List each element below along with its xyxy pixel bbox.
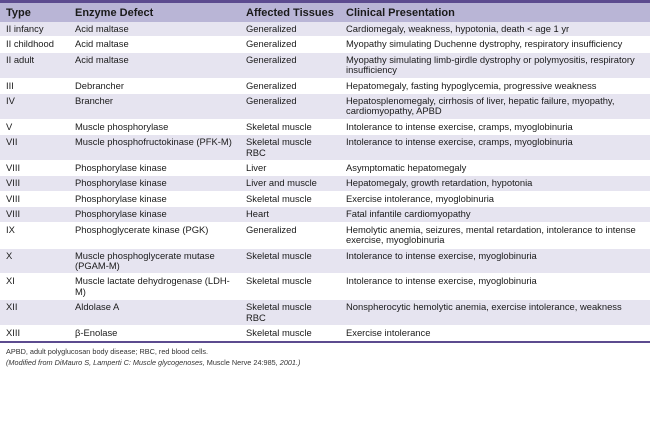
cell-clinical-presentation: Fatal infantile cardiomyopathy (340, 207, 650, 222)
cell-clinical-presentation: Myopathy simulating limb-girdle dystrophy or polymyositis, respiratory insufficiency (340, 52, 650, 78)
footnotes (0, 343, 650, 372)
cell-affected-tissues: Skeletal muscle (240, 191, 340, 206)
cell-affected-tissues: Skeletal muscle (240, 119, 340, 134)
table-row (0, 222, 650, 248)
table-row (0, 37, 650, 52)
cell-enzyme-defect: β-Enolase (69, 325, 240, 340)
source-reference (6, 358, 644, 369)
cell-type: VIII (0, 176, 69, 191)
cell-clinical-presentation: Myopathy simulating Duchenne dystrophy, respiratory insufficiency (340, 37, 650, 52)
table-row (0, 135, 650, 161)
table-row (0, 176, 650, 191)
cell-enzyme-defect: Phosphorylase kinase (69, 191, 240, 206)
cell-affected-tissues: Liver and muscle (240, 176, 340, 191)
cell-type: XIII (0, 325, 69, 340)
reference-suffix: , 2001.) (275, 357, 301, 367)
cell-type: IV (0, 94, 69, 120)
cell-affected-tissues: Generalized (240, 222, 340, 248)
cell-clinical-presentation: Intolerance to intense exercise, cramps, myoglobinuria (340, 135, 650, 161)
table-row (0, 22, 650, 37)
glycogenoses-table (0, 3, 650, 341)
cell-affected-tissues: Skeletal muscle (240, 248, 340, 274)
cell-affected-tissues: Generalized (240, 52, 340, 78)
cell-type: VIII (0, 161, 69, 176)
cell-type: II infancy (0, 22, 69, 37)
cell-enzyme-defect: Acid maltase (69, 37, 240, 52)
table-row (0, 191, 650, 206)
cell-affected-tissues: Skeletal muscle (240, 325, 340, 340)
header-enzyme-defect: Enzyme Defect (69, 3, 240, 22)
cell-type: VIII (0, 207, 69, 222)
cell-affected-tissues: Liver (240, 161, 340, 176)
cell-clinical-presentation: Intolerance to intense exercise, cramps, myoglobinuria (340, 119, 650, 134)
cell-enzyme-defect: Acid maltase (69, 52, 240, 78)
table-row (0, 119, 650, 134)
cell-clinical-presentation: Cardiomegaly, weakness, hypotonia, death < age 1 yr (340, 22, 650, 37)
table-row (0, 52, 650, 78)
cell-type: II childhood (0, 37, 69, 52)
cell-clinical-presentation: Exercise intolerance, myoglobinuria (340, 191, 650, 206)
cell-clinical-presentation: Hepatomegaly, growth retardation, hypotonia (340, 176, 650, 191)
cell-type: III (0, 78, 69, 93)
table-row (0, 300, 650, 326)
cell-affected-tissues: Skeletal muscle (240, 274, 340, 300)
cell-clinical-presentation: Asymptomatic hepatomegaly (340, 161, 650, 176)
cell-type: XII (0, 300, 69, 326)
cell-enzyme-defect: Brancher (69, 94, 240, 120)
cell-clinical-presentation: Exercise intolerance (340, 325, 650, 340)
cell-affected-tissues: Heart (240, 207, 340, 222)
cell-affected-tissues: Generalized (240, 94, 340, 120)
cell-type: II adult (0, 52, 69, 78)
cell-enzyme-defect: Phosphorylase kinase (69, 176, 240, 191)
cell-type: XI (0, 274, 69, 300)
cell-affected-tissues: Skeletal muscle RBC (240, 300, 340, 326)
table-row (0, 325, 650, 340)
cell-enzyme-defect: Phosphorylase kinase (69, 161, 240, 176)
cell-clinical-presentation: Hepatosplenomegaly, cirrhosis of liver, hepatic failure, myopathy, cardiomyopathy, APBD (340, 94, 650, 120)
cell-enzyme-defect: Acid maltase (69, 22, 240, 37)
table-row (0, 274, 650, 300)
cell-affected-tissues: Generalized (240, 22, 340, 37)
cell-affected-tissues: Generalized (240, 78, 340, 93)
cell-affected-tissues: Skeletal muscle RBC (240, 135, 340, 161)
abbreviations-note: APBD, adult polyglucosan body disease; RBC, red blood cells. (6, 347, 208, 357)
cell-clinical-presentation: Nonspherocytic hemolytic anemia, exercise intolerance, weakness (340, 300, 650, 326)
cell-type: IX (0, 222, 69, 248)
cell-enzyme-defect: Muscle lactate dehydrogenase (LDH-M) (69, 274, 240, 300)
header-row (0, 3, 650, 22)
reference-journal: Muscle Nerve 24:985 (206, 357, 276, 367)
cell-enzyme-defect: Phosphoglycerate kinase (PGK) (69, 222, 240, 248)
cell-enzyme-defect: Aldolase A (69, 300, 240, 326)
cell-enzyme-defect: Phosphorylase kinase (69, 207, 240, 222)
header-clinical-presentation: Clinical Presentation (340, 3, 650, 22)
table-row (0, 248, 650, 274)
cell-enzyme-defect: Muscle phosphorylase (69, 119, 240, 134)
cell-clinical-presentation: Intolerance to intense exercise, myoglobinuria (340, 274, 650, 300)
table-row (0, 78, 650, 93)
table-row (0, 94, 650, 120)
table-body (0, 22, 650, 341)
reference-prefix: (Modified from DiMauro S, Lamperti C: Muscle glycogenoses, (6, 357, 207, 367)
cell-type: X (0, 248, 69, 274)
cell-enzyme-defect: Muscle phosphofructokinase (PFK-M) (69, 135, 240, 161)
table-row (0, 207, 650, 222)
cell-clinical-presentation: Intolerance to intense exercise, myoglobinuria (340, 248, 650, 274)
cell-clinical-presentation: Hepatomegaly, fasting hypoglycemia, progressive weakness (340, 78, 650, 93)
header-affected-tissues: Affected Tissues (240, 3, 340, 22)
cell-affected-tissues: Generalized (240, 37, 340, 52)
cell-clinical-presentation: Hemolytic anemia, seizures, mental retardation, intolerance to intense exercise, myoglobinuria (340, 222, 650, 248)
cell-type: VIII (0, 191, 69, 206)
cell-enzyme-defect: Debrancher (69, 78, 240, 93)
table-row (0, 161, 650, 176)
cell-type: V (0, 119, 69, 134)
header-type: Type (0, 3, 69, 22)
cell-type: VII (0, 135, 69, 161)
cell-enzyme-defect: Muscle phosphoglycerate mutase (PGAM-M) (69, 248, 240, 274)
